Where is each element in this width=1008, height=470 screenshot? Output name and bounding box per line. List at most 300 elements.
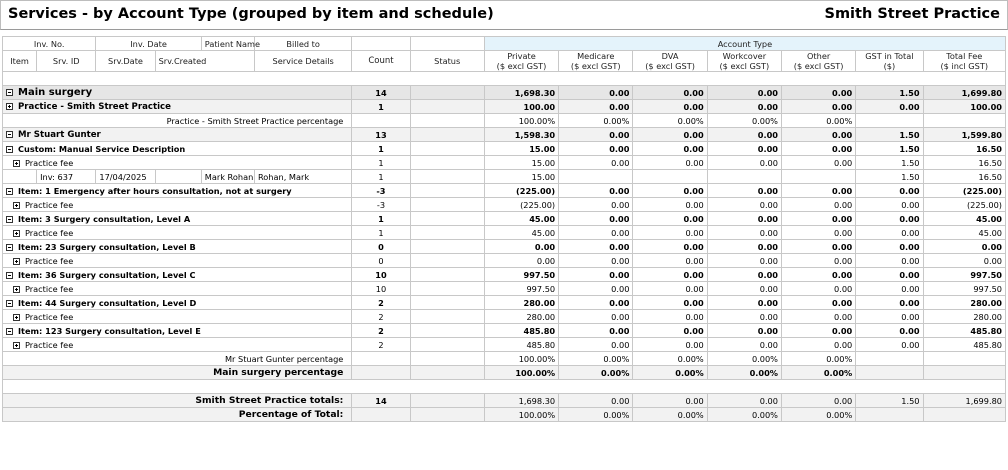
row-label-cell	[3, 366, 352, 380]
row-private: 485.80	[484, 324, 558, 338]
fee-row	[3, 254, 1006, 268]
row-gst: 0.00	[856, 296, 923, 310]
row-status	[410, 324, 484, 338]
row-total: (225.00)	[923, 184, 1005, 198]
row-medicare: 0.00	[559, 296, 633, 310]
row-status	[410, 282, 484, 296]
row-gst: 1.50	[856, 142, 923, 156]
row-gst: 0.00	[856, 226, 923, 240]
row-workcover: 0.00	[707, 86, 781, 100]
row-workcover: 0.00	[707, 268, 781, 282]
row-count: 1	[352, 212, 410, 226]
row-gst: 0.00	[856, 338, 923, 352]
row-count	[352, 352, 410, 366]
row-other: 0.00	[781, 282, 855, 296]
row-dva: 0.00	[633, 324, 707, 338]
row-gst: 0.00	[856, 100, 923, 114]
row-total: 0.00	[923, 240, 1005, 254]
row-status	[410, 338, 484, 352]
row-gst	[856, 366, 923, 380]
row-workcover: 0.00	[707, 310, 781, 324]
row-workcover	[707, 170, 781, 184]
row-private: 100.00	[484, 100, 558, 114]
row-other: 0.00	[781, 184, 855, 198]
row-dva	[633, 170, 707, 184]
row-private: 100.00%	[484, 352, 558, 366]
collapse-icon[interactable]	[6, 188, 13, 195]
totals-private: 1,698.30	[484, 394, 558, 408]
row-workcover: 0.00	[707, 296, 781, 310]
invoice-srv-created	[155, 170, 201, 184]
row-dva: 0.00	[633, 296, 707, 310]
invoice-billed-to: Rohan, Mark	[254, 170, 351, 184]
row-label: Practice - Smith Street Practice	[18, 102, 171, 112]
collapse-icon[interactable]	[6, 131, 13, 138]
row-total: 45.00	[923, 226, 1005, 240]
row-total: 1,599.80	[923, 128, 1005, 142]
row-count: 2	[352, 338, 410, 352]
services-report-table	[2, 36, 1006, 422]
fee-row	[3, 226, 1006, 240]
pct-gst	[856, 408, 923, 422]
row-workcover: 0.00	[707, 282, 781, 296]
row-status	[410, 268, 484, 282]
row-label-cell	[3, 86, 352, 100]
group-row	[3, 128, 1006, 142]
report-body	[3, 86, 1006, 380]
pct-count	[352, 408, 410, 422]
row-total: (225.00)	[923, 198, 1005, 212]
invoice-patient: Mark Rohan	[201, 170, 254, 184]
col-srv-created[interactable]: Srv.Created	[155, 51, 254, 72]
invoice-row	[3, 170, 1006, 184]
row-count: 14	[352, 86, 410, 100]
row-dva: 0.00	[633, 282, 707, 296]
row-workcover: 0.00	[707, 128, 781, 142]
row-count: 13	[352, 128, 410, 142]
row-label-cell	[3, 212, 352, 226]
expand-icon[interactable]	[13, 286, 20, 293]
row-total: 280.00	[923, 296, 1005, 310]
report-title: Services - by Account Type (grouped by item and schedule)	[8, 6, 494, 22]
row-total	[923, 352, 1005, 366]
row-workcover: 0.00	[707, 324, 781, 338]
row-dva: 0.00	[633, 184, 707, 198]
row-label-cell	[3, 268, 352, 282]
col-service-details[interactable]: Service Details	[254, 51, 351, 72]
fee-row	[3, 198, 1006, 212]
row-count	[352, 366, 410, 380]
row-gst: 0.00	[856, 240, 923, 254]
row-gst: 0.00	[856, 324, 923, 338]
row-other: 0.00%	[781, 114, 855, 128]
totals-gst: 1.50	[856, 394, 923, 408]
pct-private: 100.00%	[484, 408, 558, 422]
expand-icon[interactable]	[13, 342, 20, 349]
invoice-spacer	[3, 170, 37, 184]
row-status	[410, 226, 484, 240]
row-private: 45.00	[484, 212, 558, 226]
row-total: 280.00	[923, 310, 1005, 324]
col-account-type[interactable]: Account Type	[484, 37, 1005, 51]
row-status	[410, 254, 484, 268]
row-count: 1	[352, 100, 410, 114]
row-gst: 0.00	[856, 184, 923, 198]
col-inv-date[interactable]: Inv. Date	[96, 37, 201, 51]
row-total: 997.50	[923, 282, 1005, 296]
row-label: Practice fee	[25, 339, 74, 350]
row-medicare: 0.00	[559, 282, 633, 296]
group-row	[3, 184, 1006, 198]
collapse-icon[interactable]	[6, 272, 13, 279]
totals-status	[410, 394, 484, 408]
row-count: 0	[352, 254, 410, 268]
row-status	[410, 198, 484, 212]
expand-icon[interactable]	[13, 258, 20, 265]
row-dva: 0.00%	[633, 352, 707, 366]
row-status	[410, 114, 484, 128]
row-dva: 0.00	[633, 226, 707, 240]
row-medicare: 0.00	[559, 338, 633, 352]
row-dva: 0.00	[633, 142, 707, 156]
row-total: 485.80	[923, 324, 1005, 338]
row-dva: 0.00	[633, 156, 707, 170]
row-other: 0.00	[781, 86, 855, 100]
row-other	[781, 170, 855, 184]
row-other: 0.00	[781, 324, 855, 338]
row-workcover: 0.00	[707, 254, 781, 268]
row-count: 2	[352, 324, 410, 338]
row-status	[410, 352, 484, 366]
expand-icon[interactable]	[13, 160, 20, 167]
row-total: 997.50	[923, 268, 1005, 282]
row-other: 0.00%	[781, 352, 855, 366]
pct-dva: 0.00%	[633, 408, 707, 422]
row-gst: 1.50	[856, 86, 923, 100]
row-private: 100.00%	[484, 366, 558, 380]
row-other: 0.00	[781, 128, 855, 142]
row-other: 0.00	[781, 310, 855, 324]
totals-workcover: 0.00	[707, 394, 781, 408]
group-row	[3, 268, 1006, 282]
row-other: 0.00	[781, 198, 855, 212]
row-gst: 0.00	[856, 268, 923, 282]
row-count: 1	[352, 170, 410, 184]
row-private: 997.50	[484, 282, 558, 296]
row-workcover: 0.00	[707, 338, 781, 352]
row-gst: 1.50	[856, 128, 923, 142]
row-workcover: 0.00%	[707, 366, 781, 380]
group-row	[3, 296, 1006, 310]
row-other: 0.00	[781, 142, 855, 156]
row-workcover: 0.00	[707, 226, 781, 240]
row-workcover: 0.00	[707, 156, 781, 170]
practice-name: Smith Street Practice	[824, 6, 1000, 22]
row-medicare: 0.00	[559, 156, 633, 170]
row-gst: 0.00	[856, 198, 923, 212]
row-workcover: 0.00	[707, 100, 781, 114]
row-gst: 0.00	[856, 212, 923, 226]
row-total	[923, 114, 1005, 128]
row-label: Practice fee	[25, 227, 74, 238]
collapse-icon[interactable]	[6, 146, 13, 153]
expand-icon[interactable]	[13, 202, 20, 209]
row-status	[410, 310, 484, 324]
row-total: 16.50	[923, 142, 1005, 156]
row-count: 2	[352, 296, 410, 310]
row-medicare: 0.00	[559, 240, 633, 254]
row-count: 1	[352, 142, 410, 156]
row-dva: 0.00	[633, 198, 707, 212]
col-srv-id[interactable]: Srv. ID	[37, 51, 96, 72]
row-other: 0.00	[781, 296, 855, 310]
row-private: 100.00%	[484, 114, 558, 128]
row-label: Practice fee	[25, 283, 74, 294]
col-status[interactable]: Status	[410, 51, 484, 72]
row-gst: 0.00	[856, 254, 923, 268]
row-total: 0.00	[923, 254, 1005, 268]
group-row	[3, 100, 1006, 114]
row-label: Item: 36 Surgery consultation, Level C	[18, 269, 196, 280]
row-medicare: 0.00	[559, 254, 633, 268]
group-row	[3, 86, 1006, 100]
fee-row	[3, 282, 1006, 296]
row-workcover: 0.00%	[707, 114, 781, 128]
row-other: 0.00	[781, 268, 855, 282]
practice-totals-row	[3, 394, 1006, 408]
row-medicare: 0.00%	[559, 366, 633, 380]
report-title-bar	[0, 0, 1008, 30]
row-medicare	[559, 170, 633, 184]
row-count: 1	[352, 156, 410, 170]
totals-medicare: 0.00	[559, 394, 633, 408]
row-workcover: 0.00%	[707, 352, 781, 366]
row-label: Main surgery	[18, 87, 93, 98]
row-label-cell	[3, 100, 352, 114]
row-medicare: 0.00	[559, 324, 633, 338]
totals-other: 0.00	[781, 394, 855, 408]
row-total	[923, 366, 1005, 380]
collapse-icon[interactable]	[6, 244, 13, 251]
row-workcover: 0.00	[707, 142, 781, 156]
totals-count: 14	[352, 394, 410, 408]
row-private: (225.00)	[484, 198, 558, 212]
col-medicare[interactable]: Medicare ($ excl GST)	[559, 51, 633, 72]
percentage-of-total-row	[3, 408, 1006, 422]
collapse-icon[interactable]	[6, 216, 13, 223]
row-other: 0.00	[781, 100, 855, 114]
row-label: Mr Stuart Gunter percentage	[224, 353, 344, 364]
col-total-fee[interactable]: Total Fee ($ incl GST)	[923, 51, 1005, 72]
row-dva: 0.00	[633, 128, 707, 142]
row-workcover: 0.00	[707, 240, 781, 254]
row-label-cell	[3, 254, 352, 268]
row-gst	[856, 352, 923, 366]
row-private: 15.00	[484, 156, 558, 170]
totals-dva: 0.00	[633, 394, 707, 408]
row-status	[410, 240, 484, 254]
row-label-cell	[3, 352, 352, 366]
row-label-cell	[3, 296, 352, 310]
row-label: Custom: Manual Service Description	[18, 143, 186, 154]
percentage-row	[3, 114, 1006, 128]
row-gst: 0.00	[856, 310, 923, 324]
row-dva: 0.00	[633, 212, 707, 226]
row-total: 45.00	[923, 212, 1005, 226]
row-workcover: 0.00	[707, 184, 781, 198]
row-dva: 0.00%	[633, 114, 707, 128]
col-dva[interactable]: DVA ($ excl GST)	[633, 51, 707, 72]
pct-medicare: 0.00%	[559, 408, 633, 422]
row-dva: 0.00	[633, 268, 707, 282]
row-total: 16.50	[923, 156, 1005, 170]
row-label: Main surgery percentage	[213, 367, 344, 378]
row-private: (225.00)	[484, 184, 558, 198]
group-row	[3, 212, 1006, 226]
group-row	[3, 142, 1006, 156]
collapse-icon[interactable]	[6, 300, 13, 307]
row-medicare: 0.00	[559, 268, 633, 282]
row-medicare: 0.00	[559, 226, 633, 240]
row-dva: 0.00	[633, 310, 707, 324]
col-count[interactable]: Count	[352, 51, 410, 72]
row-medicare: 0.00%	[559, 114, 633, 128]
row-label-cell	[3, 226, 352, 240]
row-status	[410, 156, 484, 170]
expand-icon[interactable]	[13, 314, 20, 321]
row-gst: 0.00	[856, 282, 923, 296]
row-other: 0.00	[781, 212, 855, 226]
row-status	[410, 366, 484, 380]
row-dva: 0.00	[633, 100, 707, 114]
row-private: 280.00	[484, 310, 558, 324]
row-count: 1	[352, 226, 410, 240]
row-gst: 1.50	[856, 170, 923, 184]
collapse-icon[interactable]	[6, 89, 13, 96]
row-label: Practice fee	[25, 199, 74, 210]
row-dva: 0.00	[633, 240, 707, 254]
col-inv-no[interactable]: Inv. No.	[3, 37, 96, 51]
row-status	[410, 86, 484, 100]
row-label: Mr Stuart Gunter	[18, 130, 101, 140]
pct-workcover: 0.00%	[707, 408, 781, 422]
header-row-2	[3, 51, 1006, 72]
fee-row	[3, 310, 1006, 324]
row-other: 0.00	[781, 254, 855, 268]
row-status	[410, 142, 484, 156]
row-gst	[856, 114, 923, 128]
expand-icon[interactable]	[6, 103, 13, 110]
row-private: 0.00	[484, 240, 558, 254]
row-label-cell	[3, 142, 352, 156]
row-label-cell	[3, 156, 352, 170]
row-total: 16.50	[923, 170, 1005, 184]
row-label-cell	[3, 240, 352, 254]
row-label: Item: 44 Surgery consultation, Level D	[18, 297, 197, 308]
row-medicare: 0.00	[559, 100, 633, 114]
col-private[interactable]: Private ($ excl GST)	[484, 51, 558, 72]
row-label: Practice - Smith Street Practice percentage	[166, 115, 344, 126]
col-billed-to[interactable]: Billed to	[254, 37, 351, 51]
row-label-cell	[3, 310, 352, 324]
row-private: 45.00	[484, 226, 558, 240]
row-private: 15.00	[484, 142, 558, 156]
row-count	[352, 114, 410, 128]
row-workcover: 0.00	[707, 198, 781, 212]
percentage-row	[3, 366, 1006, 380]
col-patient-name[interactable]: Patient Name	[201, 37, 254, 51]
totals-gap	[3, 380, 1006, 394]
row-label: Practice fee	[25, 157, 74, 168]
percentage-row	[3, 352, 1006, 366]
row-private: 0.00	[484, 254, 558, 268]
row-medicare: 0.00	[559, 212, 633, 226]
fee-row	[3, 338, 1006, 352]
row-label-cell	[3, 184, 352, 198]
row-other: 0.00%	[781, 366, 855, 380]
row-label-cell	[3, 114, 352, 128]
invoice-number[interactable]: Inv: 637	[37, 170, 96, 184]
row-label-cell	[3, 282, 352, 296]
col-blank-2	[410, 37, 484, 51]
row-medicare: 0.00	[559, 142, 633, 156]
row-private: 15.00	[484, 170, 558, 184]
percentage-of-total-label: Percentage of Total:	[3, 408, 352, 422]
row-private: 485.80	[484, 338, 558, 352]
totals-total: 1,699.80	[923, 394, 1005, 408]
row-other: 0.00	[781, 240, 855, 254]
collapse-icon[interactable]	[6, 328, 13, 335]
col-gst[interactable]: GST in Total ($)	[856, 51, 923, 72]
col-other[interactable]: Other ($ excl GST)	[781, 51, 855, 72]
pct-total	[923, 408, 1005, 422]
col-srv-date[interactable]: Srv.Date	[96, 51, 155, 72]
row-total: 485.80	[923, 338, 1005, 352]
col-blank-1	[352, 37, 410, 51]
row-dva: 0.00	[633, 338, 707, 352]
header-spacer	[3, 72, 1006, 86]
row-count: 2	[352, 310, 410, 324]
row-label-cell	[3, 338, 352, 352]
row-status	[410, 212, 484, 226]
row-label: Item: 3 Surgery consultation, Level A	[18, 213, 191, 224]
expand-icon[interactable]	[13, 230, 20, 237]
row-gst: 1.50	[856, 156, 923, 170]
row-medicare: 0.00	[559, 184, 633, 198]
pct-status	[410, 408, 484, 422]
practice-totals-label: Smith Street Practice totals:	[3, 394, 352, 408]
row-label: Item: 123 Surgery consultation, Level E	[18, 325, 201, 336]
col-workcover[interactable]: Workcover ($ excl GST)	[707, 51, 781, 72]
row-private: 1,598.30	[484, 128, 558, 142]
row-label: Item: 23 Surgery consultation, Level B	[18, 241, 196, 252]
col-item[interactable]: Item	[3, 51, 37, 72]
row-label: Item: 1 Emergency after hours consultation, not at surgery	[18, 185, 292, 196]
row-label: Practice fee	[25, 311, 74, 322]
row-other: 0.00	[781, 338, 855, 352]
row-count: -3	[352, 198, 410, 212]
invoice-date: 17/04/2025	[96, 170, 155, 184]
row-count: -3	[352, 184, 410, 198]
row-label-cell	[3, 198, 352, 212]
row-medicare: 0.00	[559, 128, 633, 142]
row-status	[410, 296, 484, 310]
row-private: 280.00	[484, 296, 558, 310]
row-label-cell	[3, 128, 352, 142]
fee-row	[3, 156, 1006, 170]
row-medicare: 0.00	[559, 310, 633, 324]
header-row-1	[3, 37, 1006, 51]
